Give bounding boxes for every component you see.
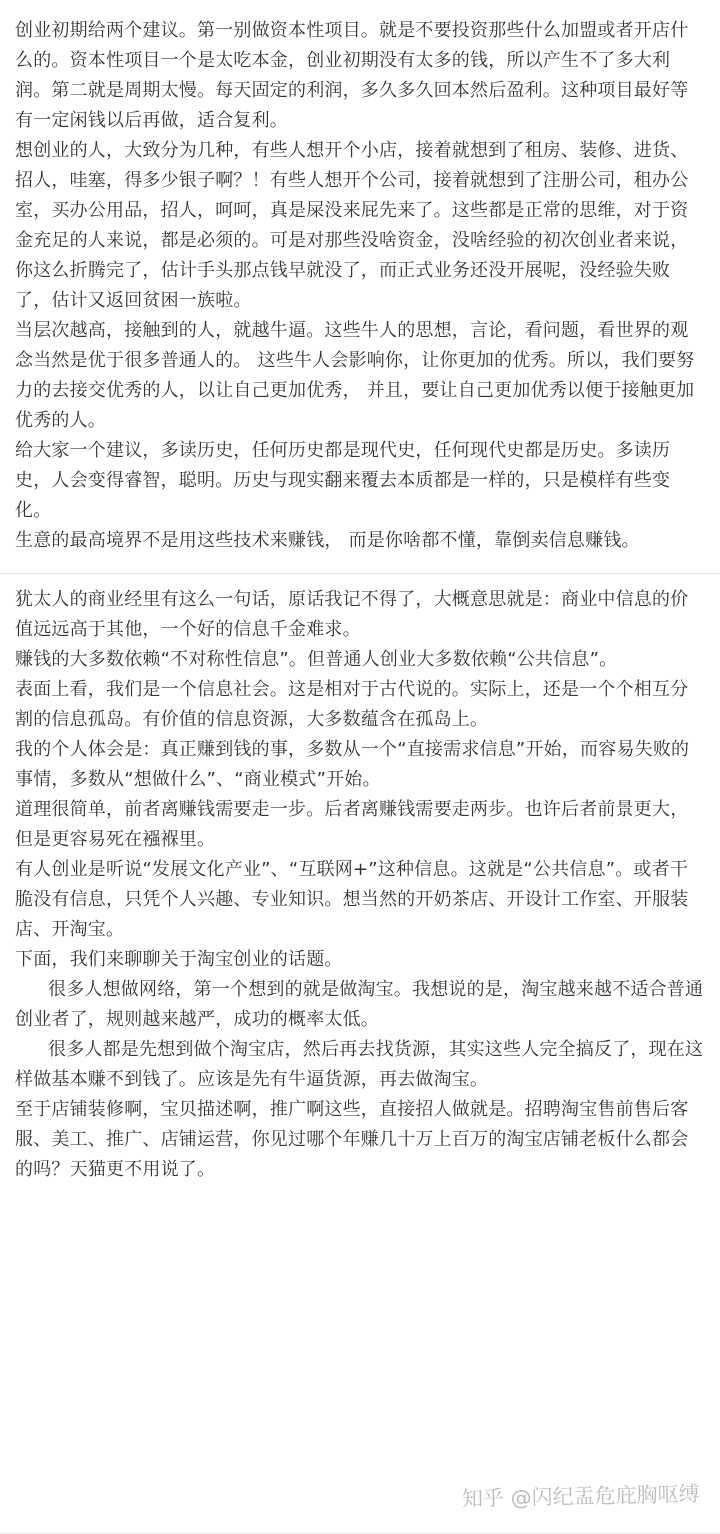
section-divider [0,573,720,574]
article-paragraph: 赚钱的大多数依赖“不对称性信息”。但普通人创业大多数依赖“公共信息”。 [15,649,618,670]
article-paragraph: 道理很简单，前者离赚钱需要走一步。后者离赚钱需要走两步。也许后者前景更大，但是更容易死在襁褓里。 [15,799,689,850]
article-paragraph: 有人创业是听说“发展文化产业”、“互联网+”这种信息。这就是“公共信息”。或者干脆没有信息，只凭个人兴趣、专业知识。想当然的开奶茶店、开设计工作室、开服装店、开淘宝。 [15,859,689,940]
article-paragraph: 当层次越高，接触到的人，就越牛逼。这些牛人的思想，言论，看问题，看世界的观念当然是优于很多普通人的。 这些牛人会影响你，让你更加的优秀。所以，我们要努力的去接交优秀的人，以让自己更加优秀， 并且，要让自己更加优秀以便于接触更加优秀的人。 [15,320,695,431]
article-paragraph: 很多人想做网络，第一个想到的就是做淘宝。我想说的是，淘宝越来越不适合普通创业者了，规则越来越严，成功的概率太低。 [15,979,704,1030]
article-paragraph: 很多人都是先想到做个淘宝店，然后再去找货源，其实这些人完全搞反了，现在这样做基本赚不到钱了。应该是先有牛逼货源，再去做淘宝。 [15,1039,704,1090]
article-paragraph: 至于店铺装修啊，宝贝描述啊，推广啊这些，直接招人做就是。招聘淘宝售前售后客服、美工、推广、店铺运营，你见过哪个年赚几十万上百万的淘宝店铺老板什么都会的吗？天猫更不用说了。 [15,1099,689,1180]
article-paragraph: 生意的最高境界不是用这些技术来赚钱， 而是你啥都不懂，靠倒卖信息赚钱。 [15,530,640,551]
zhihu-watermark: 知乎 @闪纪盂危庇胸呕缚 [461,1482,700,1511]
article-paragraph: 表面上看，我们是一个信息社会。这是相对于古代说的。实际上，还是一个个相互分割的信息孤岛。有价值的信息资源，大多数蕴含在孤岛上。 [15,679,689,730]
article-paragraph: 创业初期给两个建议。第一别做资本性项目。就是不要投资那些什么加盟或者开店什么的。资本性项目一个是太吃本金，创业初期没有太多的钱，所以产生不了多大利润。第二就是周期太慢。每天固定的利润，多久多久回本然后盈利。这种项目最好等有一定闲钱以后再做，适合复利。 [15,20,689,131]
article-paragraph: 下面，我们来聊聊关于淘宝创业的话题。 [15,949,343,970]
article-paragraph: 给大家一个建议，多读历史，任何历史都是现代史，任何现代史都是历史。多读历史，人会变得睿智，聪明。历史与现实翻来覆去本质都是一样的，只是模样有些变化。 [15,440,671,521]
article-paragraph: 想创业的人，大致分为几种，有些人想开个小店，接着就想到了租房、装修、进货、招人，哇塞，得多少银子啊？！有些人想开个公司，接着就想到了注册公司，租办公室，买办公用品，招人，呵呵，真是屎没来屁先来了。这些都是正常的思维，对于资金充足的人来说，都是必须的。可是对那些没啥资金，没啥经验的初次创业者来说，你这么折腾完了，估计手头那点钱早就没了，而正式业务还没开展呢，没经验失败了，估计又返回贫困一族啦。 [15,140,689,311]
article-paragraph: 我的个人体会是：真正赚到钱的事，多数从一个“直接需求信息”开始，而容易失败的事情，多数从“想做什么”、“商业模式”开始。 [15,739,690,790]
article-paragraph: 犹太人的商业经里有这么一句话，原话我记不得了，大概意思就是：商业中信息的价值远远高于其他，一个好的信息千金难求。 [15,589,689,640]
